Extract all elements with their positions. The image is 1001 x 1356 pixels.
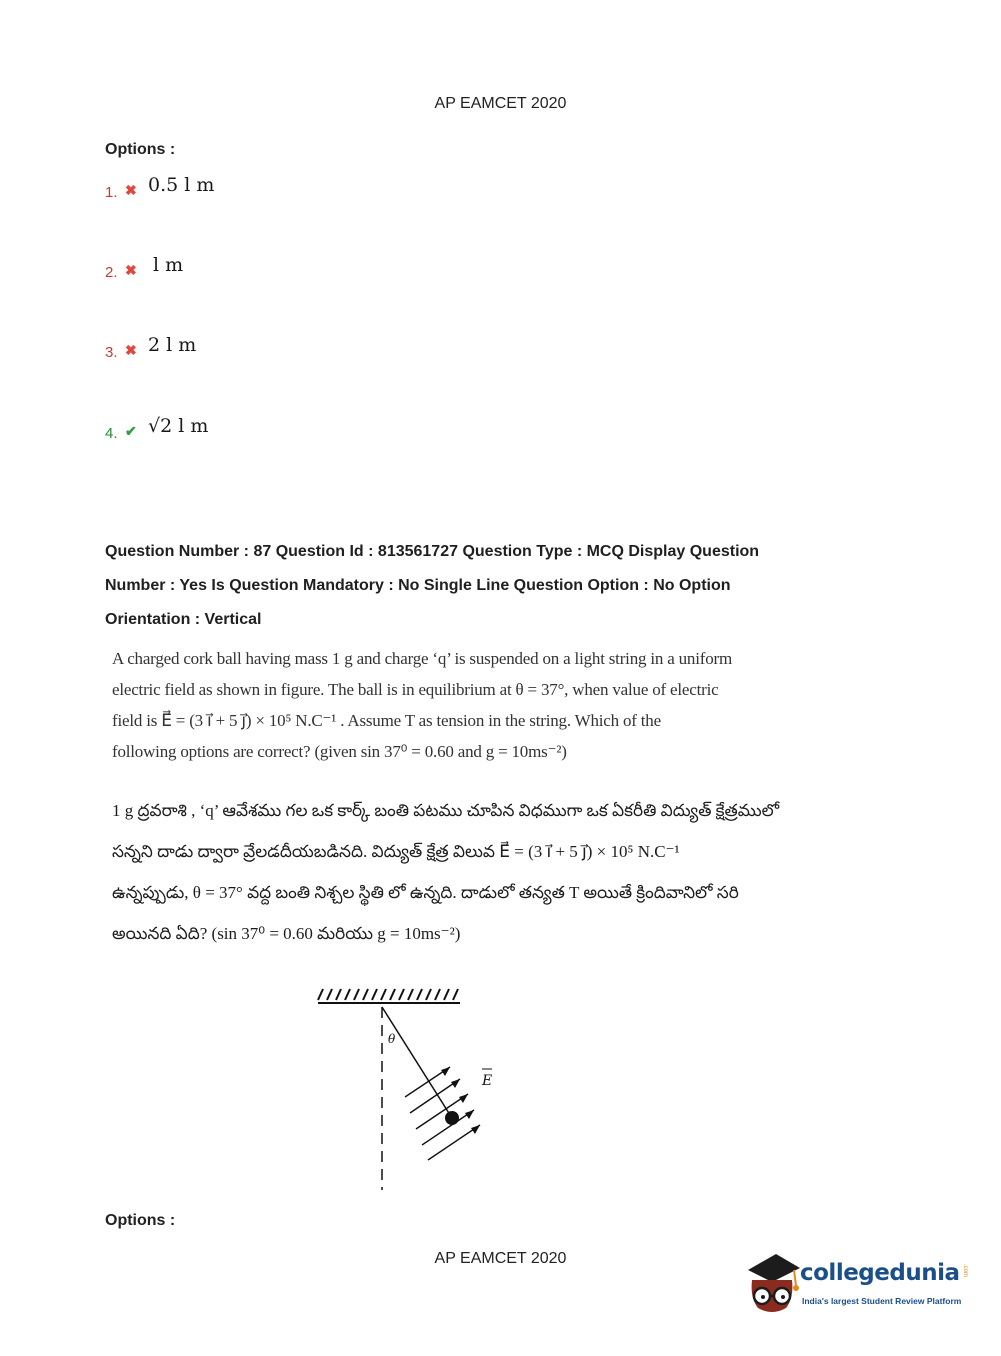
string-line (382, 1007, 452, 1118)
cross-icon: ✖ (125, 182, 137, 198)
option-value: 0.5 l m (148, 174, 215, 196)
option-value: 2 l m (148, 334, 197, 356)
question-line: అయినది ఏది? (sin 37⁰ = 0.60 మరియు g = 10ms⁻²) (112, 924, 461, 943)
question-line: ఉన్నప్పుడు, θ = 37° వద్ద బంతి నిశ్చల స్థితి లో ఉన్నది. దాడులో తన్యత T అయితే క్రిందివానిలో సరి (112, 883, 739, 902)
question-line: field is E⃗ = (3 i⃗ + 5 j⃗) × 10⁵ N.C⁻¹ . Assume T as tension in the string. Which of the (112, 711, 661, 730)
options-label: Options : (105, 141, 176, 158)
option-number: 2. (105, 264, 118, 281)
options-label-bottom: Options : (105, 1212, 176, 1229)
question-meta-line: Orientation : Vertical (105, 611, 262, 628)
page-header: AP EAMCET 2020 (434, 95, 567, 112)
question-text-english (112, 643, 732, 767)
pendulum-diagram (310, 985, 493, 1195)
field-label: E (482, 1073, 493, 1089)
option-number: 1. (105, 184, 118, 201)
question-line: A charged cork ball having mass 1 g and charge ‘q’ is suspended on a light string in a uniform (112, 649, 732, 668)
collegedunia-logo (742, 1250, 972, 1320)
question-meta (105, 535, 865, 637)
cross-icon: ✖ (125, 262, 137, 278)
angle-label: θ (388, 1032, 396, 1046)
logo-tagline: India's largest Student Review Platform (802, 1296, 962, 1306)
question-meta-line: Number : Yes Is Question Mandatory : No Single Line Question Option : No Option (105, 577, 731, 594)
logo-suffix: .com (962, 1264, 968, 1278)
option-number: 3. (105, 344, 118, 361)
question-meta-line: Question Number : 87 Question Id : 813561727 Question Type : MCQ Display Question (105, 543, 760, 560)
option-number: 4. (105, 425, 118, 442)
logo-text: collegedunia (800, 1260, 960, 1286)
question-line: సన్నని దాడు ద్వారా వ్రేలడదీయబడినది. విద్యుత్ క్షేత్ర విలువ E⃗ = (3 i⃗ + 5 j⃗) × 10⁵ N.C⁻¹ (112, 842, 680, 861)
page-footer: AP EAMCET 2020 (434, 1250, 567, 1267)
ceiling-hatching (318, 989, 458, 1000)
question-line: electric field as shown in figure. The ball is in equilibrium at θ = 37°, when value of electric (112, 680, 719, 699)
field-arrowheads (441, 1067, 480, 1134)
question-line: 1 g ద్రవరాశి , ‘q’ ఆవేశము గల ఒక కార్క్ బంతి పటము చూపిన విధముగా ఒక ఏకరీతి విద్యుత్ క్షేత్రములో (112, 801, 780, 820)
option-value: √2 l m (148, 415, 209, 437)
mascot-icon (742, 1250, 804, 1320)
cross-icon: ✖ (125, 342, 137, 358)
option-value: l m (153, 254, 184, 276)
question-line: following options are correct? (given sin 37⁰ = 0.60 and g = 10ms⁻²) (112, 742, 567, 761)
check-icon: ✔ (125, 423, 137, 439)
charged-ball (445, 1111, 459, 1125)
question-text-telugu (112, 790, 780, 954)
